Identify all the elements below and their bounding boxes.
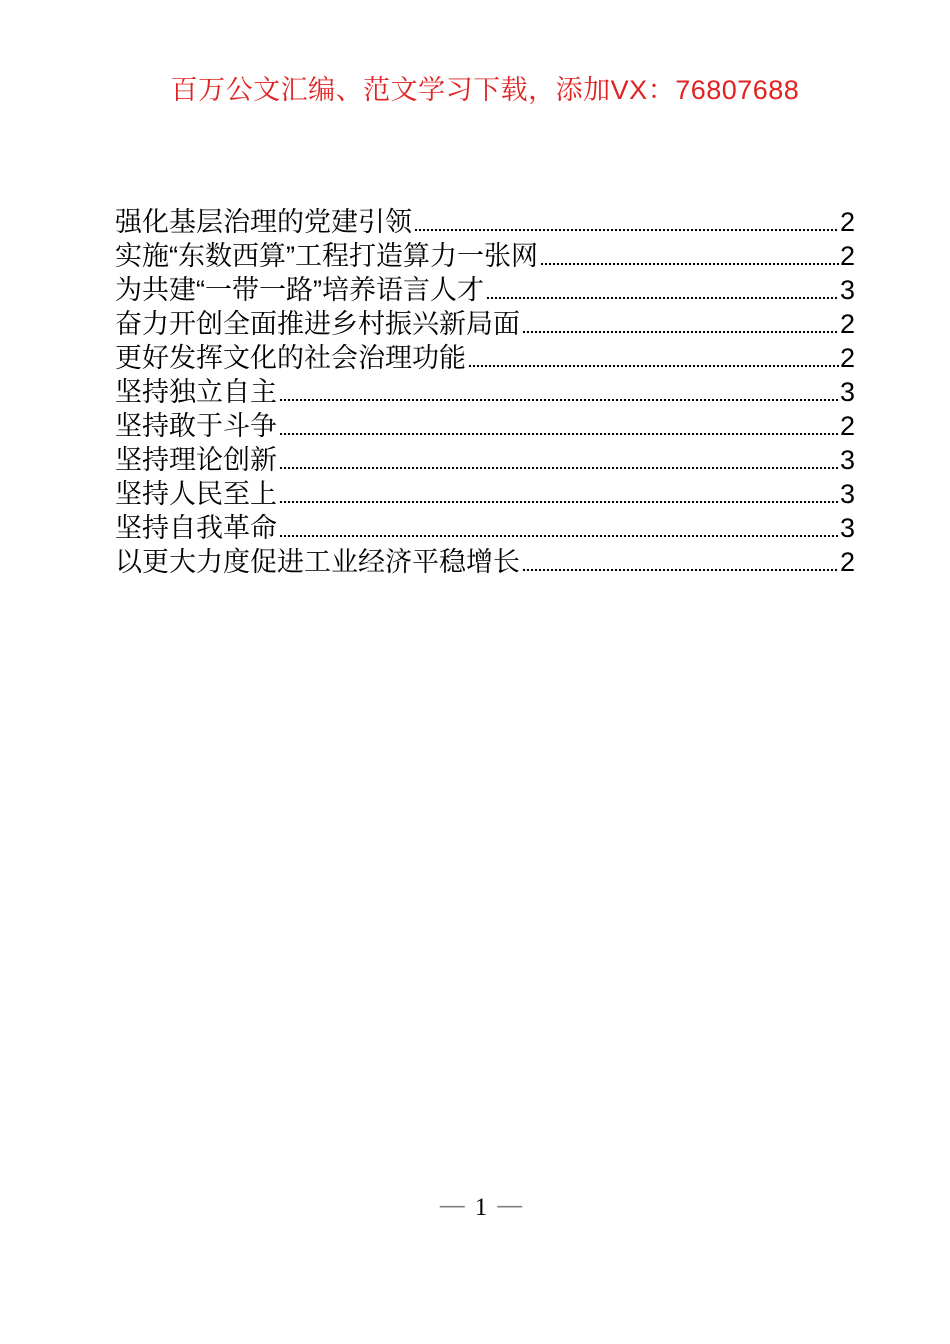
toc-entry-title: 更好发挥文化的社会治理功能	[115, 343, 466, 373]
table-of-contents	[115, 204, 855, 578]
toc-entry-title: 强化基层治理的党建引领	[115, 207, 412, 237]
toc-entry[interactable]	[115, 306, 855, 340]
footer-right-dash: —	[497, 1191, 523, 1219]
toc-entry[interactable]	[115, 374, 855, 408]
promo-header-text: 百万公文汇编、范文学习下载，添加VX：76807688	[170, 75, 800, 105]
toc-entry-title: 实施“东数西算”工程打造算力一张网	[115, 241, 538, 271]
toc-entry-title: 坚持敢于斗争	[115, 411, 277, 441]
toc-dot-leader	[279, 534, 839, 538]
toc-entry-page: 2	[839, 309, 855, 339]
toc-dot-leader	[468, 364, 839, 368]
toc-entry[interactable]	[115, 272, 855, 306]
toc-entry-page: 3	[839, 513, 855, 543]
toc-dot-leader	[486, 296, 839, 300]
toc-entry-title: 以更大力度促进工业经济平稳增长	[115, 547, 520, 577]
page-footer	[6, 1193, 950, 1222]
toc-entry[interactable]	[115, 238, 855, 272]
toc-entry-title: 坚持人民至上	[115, 479, 277, 509]
toc-entry-page: 3	[839, 275, 855, 305]
toc-dot-leader	[279, 432, 839, 436]
toc-entry-title: 奋力开创全面推进乡村振兴新局面	[115, 309, 520, 339]
toc-dot-leader	[522, 330, 839, 334]
toc-entry-page: 2	[839, 207, 855, 237]
toc-entry[interactable]	[115, 204, 855, 238]
toc-entry-title: 为共建“一带一路”培养语言人才	[115, 275, 484, 305]
toc-entry[interactable]	[115, 340, 855, 374]
toc-dot-leader	[522, 568, 839, 572]
toc-entry[interactable]	[115, 476, 855, 510]
toc-entry-title: 坚持独立自主	[115, 377, 277, 407]
toc-entry-page: 3	[839, 445, 855, 475]
footer-left-dash: —	[439, 1191, 465, 1219]
toc-entry-page: 3	[839, 377, 855, 407]
toc-dot-leader	[540, 262, 839, 266]
toc-entry[interactable]	[115, 544, 855, 578]
toc-entry-page: 2	[839, 547, 855, 577]
toc-entry-page: 2	[839, 411, 855, 441]
toc-dot-leader	[279, 398, 839, 402]
toc-entry[interactable]	[115, 408, 855, 442]
toc-dot-leader	[279, 500, 839, 504]
toc-entry[interactable]	[115, 510, 855, 544]
footer-page-number: 1	[474, 1194, 488, 1221]
toc-entry-page: 3	[839, 479, 855, 509]
toc-entry-title: 坚持自我革命	[115, 513, 277, 543]
toc-entry-page: 2	[839, 343, 855, 373]
toc-entry-title: 坚持理论创新	[115, 445, 277, 475]
toc-dot-leader	[414, 228, 839, 232]
toc-entry[interactable]	[115, 442, 855, 476]
toc-entry-page: 2	[839, 241, 855, 271]
toc-dot-leader	[279, 466, 839, 470]
